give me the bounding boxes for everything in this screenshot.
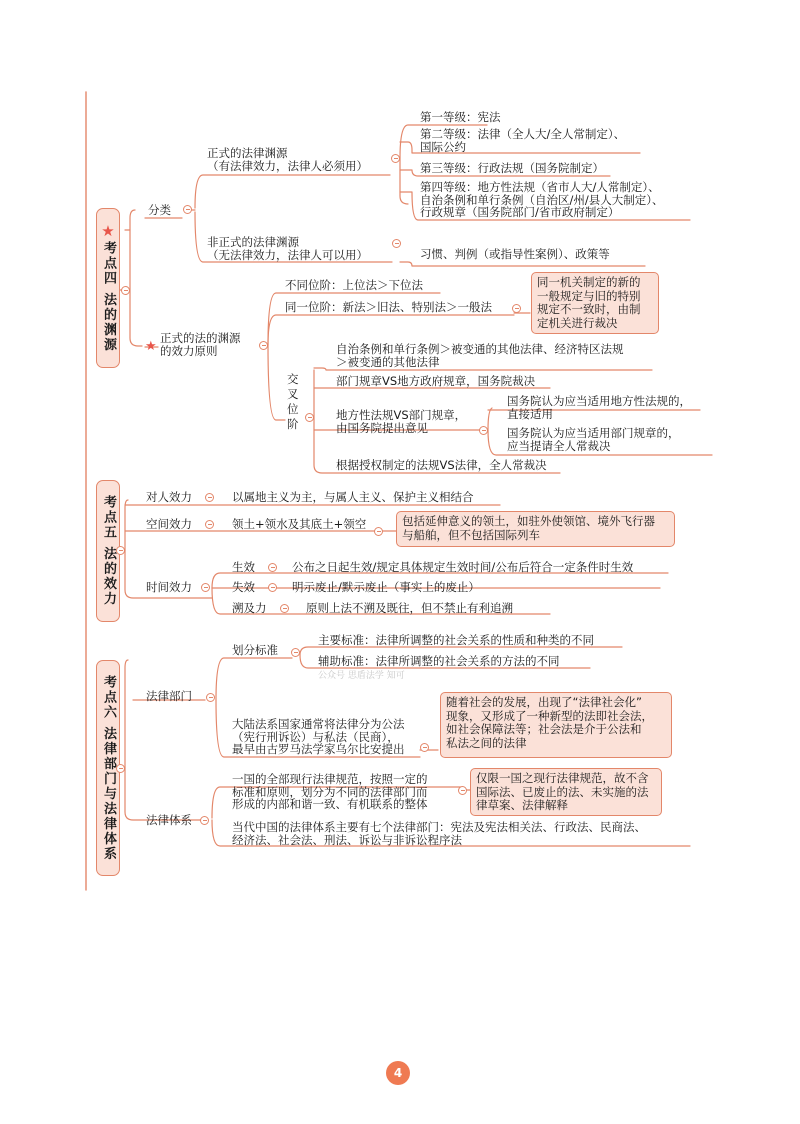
division-standard-label: 划分标准 xyxy=(232,643,278,657)
continental-law-text: 大陆法系国家通常将法律分为公法 （宪行刑诉讼）与私法（民商）， 最早由古罗马法学家乌尔比安提出 xyxy=(232,717,405,756)
space-effect-label: 空间效力 xyxy=(146,517,192,531)
collapse-icon[interactable] xyxy=(374,527,383,536)
opinion-local: 国务院认为应当适用地方性法规的， 直接适用 xyxy=(507,394,691,421)
main-standard: 主要标准：法律所调整的社会关系的性质和种类的不同 xyxy=(318,633,594,647)
collapse-icon[interactable] xyxy=(259,341,268,350)
level-2: 第二等级：法律（全人大/全人常制定）、 国际公约 xyxy=(420,127,626,154)
different-rank: 不同位阶：上位法＞下位法 xyxy=(285,278,423,292)
collapse-icon[interactable] xyxy=(268,583,277,592)
collapse-icon[interactable] xyxy=(420,743,429,752)
formal-sources: 正式的法律渊源 （有法律效力，法律人必须用） xyxy=(207,146,368,173)
cross-rank-label: 交叉位阶 xyxy=(287,372,299,431)
section-5-title: 考点五 法的效力 xyxy=(101,495,116,607)
space-effect-text: 领土+领水及其底土+领空 xyxy=(232,517,367,531)
collapse-icon[interactable] xyxy=(205,520,214,529)
watermark: 公众号 思盾法学 知可 xyxy=(318,671,405,681)
social-law-note: 随着社会的发展，出现了“法律社会化” 现象，又形成了一种新型的法即社会法， 如社会保障法等；社会法是介于公法和 私法之间的法律 xyxy=(440,692,672,758)
classification-label: 分类 xyxy=(148,203,171,217)
collapse-icon[interactable] xyxy=(205,493,214,502)
collapse-icon[interactable] xyxy=(206,693,215,702)
seven-departments: 当代中国的法律体系主要有七个法律部门：宪法及宪法相关法、行政法、民商法、 经济法、社会法、刑法、诉讼与非诉讼程序法 xyxy=(232,820,646,847)
collapse-icon[interactable] xyxy=(200,816,209,825)
collapse-icon[interactable] xyxy=(280,604,289,613)
retroactivity-label: 溯及力 xyxy=(232,601,267,615)
section-4-title: 考点四 法的渊源 xyxy=(101,240,116,353)
level-3: 第三等级：行政法规（国务院制定） xyxy=(420,161,604,175)
retroactivity-text: 原则上法不溯及既往，但不禁止有利追溯 xyxy=(306,601,513,615)
auxiliary-standard: 辅助标准：法律所调整的社会关系的方法的不同 xyxy=(318,654,560,668)
legal-system-label: 法律体系 xyxy=(146,813,192,827)
level-1: 第一等级：宪法 xyxy=(420,110,501,124)
collapse-icon[interactable] xyxy=(121,286,130,295)
informal-items: 习惯、判例（或指导性案例）、政策等 xyxy=(420,247,610,261)
time-effect-label: 时间效力 xyxy=(146,580,192,594)
collapse-icon[interactable] xyxy=(458,786,467,795)
same-rank: 同一位阶：新法＞旧法、特别法＞一般法 xyxy=(285,300,492,314)
collapse-icon[interactable] xyxy=(268,563,277,572)
cross-item-4: 根据授权制定的法规VS法律，全人常裁决 xyxy=(336,458,547,472)
person-effect-label: 对人效力 xyxy=(146,490,192,504)
time-effect-end: 失效 xyxy=(232,580,255,594)
collapse-icon[interactable] xyxy=(201,583,210,592)
star-icon: ★ xyxy=(101,221,115,240)
person-effect-text: 以属地主义为主，与属人主义、保护主义相结合 xyxy=(232,490,474,504)
space-note: 包括延伸意义的领土，如驻外使领馆、境外飞行器 与船舶，但不包括国际列车 xyxy=(396,511,675,547)
section-6-title: 考点六 法律部门与法律体系 xyxy=(101,674,116,862)
collapse-icon[interactable] xyxy=(305,413,314,422)
star-icon: ★ xyxy=(145,339,157,354)
time-effect-start: 生效 xyxy=(232,560,255,574)
cross-item-3: 地方性法规VS部门规章， 由国务院提出意见 xyxy=(336,408,467,435)
cross-item-1: 自治条例和单行条例＞被变通的其他法律、经济特区法规 ＞被变通的其他法律 xyxy=(336,342,624,369)
collapse-icon[interactable] xyxy=(512,304,521,313)
level-4: 第四等级：地方性法规（省市人大/人常制定）、 自治条例和单行条例（自治区/州/县人大制定）、 行政规章（国务院部门/省市政府制定） xyxy=(420,180,664,219)
principle-label: 正式的法的渊源 的效力原则 xyxy=(160,331,241,358)
collapse-icon[interactable] xyxy=(183,205,192,214)
collapse-icon[interactable] xyxy=(116,764,125,773)
collapse-icon[interactable] xyxy=(392,239,401,248)
collapse-icon[interactable] xyxy=(391,154,400,163)
page-number: 4 xyxy=(386,1061,410,1085)
law-department-label: 法律部门 xyxy=(146,689,192,703)
time-effect-start-text: 公布之日起生效/规定具体规定生效时间/公布后符合一定条件时生效 xyxy=(292,560,634,574)
collapse-icon[interactable] xyxy=(116,546,125,555)
time-effect-end-text: 明示废止/默示废止（事实上的废止） xyxy=(292,580,480,594)
section-4-card xyxy=(96,208,120,368)
cross-item-2: 部门规章VS地方政府规章，国务院裁决 xyxy=(336,374,536,388)
opinion-dept: 国务院认为应当适用部门规章的， 应当提请全人常裁决 xyxy=(507,426,680,453)
legal-system-definition: 一国的全部现行法律规范，按照一定的 标准和原则，划分为不同的法律部门而 形成的内部和谐一致、有机联系的整体 xyxy=(232,772,428,811)
informal-sources: 非正式的法律渊源 （无法律效力，法律人可以用） xyxy=(207,235,368,262)
legal-system-note: 仅限一国之现行法律规范，故不含 国际法、已废止的法、未实施的法 律草案、法律解释 xyxy=(470,768,662,816)
same-rank-note: 同一机关制定的新的 一般规定与旧的特别 规定不一致时，由制 定机关进行裁决 xyxy=(531,272,659,334)
collapse-icon[interactable] xyxy=(479,426,488,435)
collapse-icon[interactable] xyxy=(291,648,300,657)
